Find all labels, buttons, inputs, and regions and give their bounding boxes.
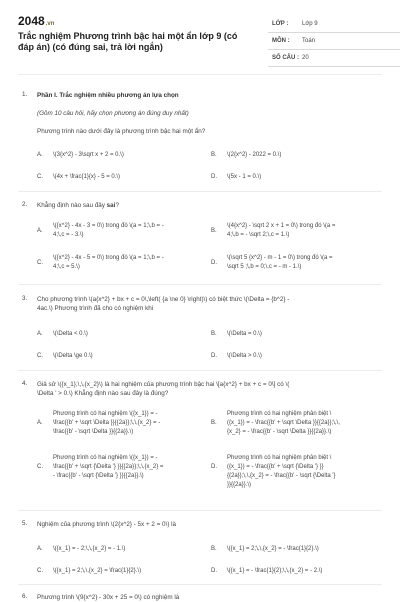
option-label: A.: [37, 228, 43, 234]
meta-row-subject: [268, 33, 400, 50]
option-label: D.: [211, 353, 217, 359]
header-divider: [18, 74, 382, 75]
option-text: \({x_1} = - 2;\,\,{x_2} = - 1.\): [53, 546, 126, 552]
question-divider: [18, 584, 382, 585]
option-label: C.: [37, 568, 43, 574]
option-line: {{2a}};\,\,{x_2} = - \frac{{b' - \sqrt {\Delta '}: [227, 473, 336, 479]
option-line: \frac{{b' + \sqrt \Delta }}{{2a}};\,\,{x_2} = -: [53, 420, 161, 426]
question-line: Cho phương trình \(a{x^2} + bx + c = 0\,\left( {a \ne 0} \right)\) có biệt thức \(\Delta = {b^2} -: [37, 296, 290, 303]
option-label: D.: [211, 568, 217, 574]
option-line: Phương trình có hai nghiệm phân biệt \: [227, 411, 332, 417]
option-line: ({x_1}) = - \frac{{b' + \sqrt {\Delta '} }}: [227, 464, 324, 470]
meta-key: LỚP :: [272, 21, 289, 27]
option-line: \({x^2} - 4x - 3 = 0\) trong đó \(a = 1;\,b = -: [53, 223, 164, 229]
question-text: Phương trình nào dưới đây là phương trình bậc hai một ẩn?: [37, 128, 206, 135]
question-line: 4ac.\) Phương trình đã cho có nghiệm khi: [37, 305, 154, 312]
option-text: [53, 454, 163, 481]
option-text: \({x_1} = 2;\,\,{x_2} = - \frac{1}{2}.\): [227, 546, 319, 552]
option-line: Phương trình có hai nghiệm \({x_1}) = -: [53, 411, 158, 417]
logo-tld: .vn: [45, 21, 55, 27]
option-line: \(4{x^2} - \sqrt 2 x + 1 = 0\) trong đó \(a =: [227, 223, 336, 229]
option-line: 4;\,c = 5.\): [53, 264, 80, 270]
option-text: [53, 222, 164, 240]
option-line: Phương trình có hai nghiệm \({x_1}) = -: [53, 455, 158, 461]
option-label: A.: [37, 546, 43, 552]
question-text: Phương trình \(9{x^2} - 30x + 25 = 0\) có nghiệm là: [37, 594, 180, 601]
instruction-note: (Gồm 10 câu hỏi, hãy chọn phương án đúng duy nhất): [37, 110, 189, 117]
site-logo[interactable]: [18, 14, 54, 28]
question-divider: [18, 510, 382, 511]
question-divider: [18, 191, 382, 192]
option-text: \(4x + \frac{1}{x} - 5 = 0.\): [53, 174, 121, 180]
option-text: \({x_1} = - \frac{1}{2};\,\,{x_2} = - 2.\): [227, 568, 323, 574]
option-label: D.: [211, 260, 217, 266]
option-label: A.: [37, 152, 43, 158]
option-text: \(2{x^2} - 2022 = 0.\): [227, 152, 282, 158]
option-text: [53, 410, 160, 437]
meta-value: 20: [302, 55, 309, 61]
option-line: \sqrt 5 ;\,b = 0;\,c = - m - 1.\): [227, 264, 302, 270]
option-text: \(\Delta < 0.\): [53, 331, 88, 337]
option-label: D.: [211, 464, 217, 470]
option-text: [227, 410, 340, 437]
option-line: \frac{{b' + \sqrt {\Delta '} }}{{2a}};\,\,{x_2} =: [53, 464, 164, 470]
option-line: Phương trình có hai nghiệm phân biệt \: [227, 455, 332, 461]
option-text: \({x_1} = 2;\,\,{x_2} = \frac{1}{2}.\): [53, 568, 142, 574]
option-text: \(3{x^2} - 3\sqrt x + 2 = 0.\): [53, 152, 124, 158]
option-label: C.: [37, 353, 43, 359]
option-label: C.: [37, 174, 43, 180]
option-text: [227, 454, 336, 490]
option-line: ({x_1}) = - \frac{{b' + \sqrt \Delta }}{{2a}};\,\,: [227, 420, 340, 426]
question-number: 3.: [22, 295, 28, 302]
option-label: B.: [211, 152, 217, 158]
section-title: Phần I. Trắc nghiệm nhiều phương án lựa chọn: [37, 92, 179, 99]
option-text: \(\Delta \ge 0.\): [53, 353, 93, 359]
meta-row-grade: [268, 16, 400, 33]
option-line: {x_2} = - \frac{{b' - \sqrt \Delta }}{{2a}}.\): [227, 429, 332, 435]
option-label: C.: [37, 464, 43, 470]
option-label: A.: [37, 420, 43, 426]
question-text: Khẳng định nào sau đây: [37, 202, 107, 209]
question-number: 2.: [22, 201, 28, 208]
option-text: [53, 254, 164, 272]
option-text: [227, 254, 333, 272]
option-label: D.: [211, 174, 217, 180]
option-line: \({x^2} - 4x - 5 = 0\) trong đó \(a = 1;\,b = -: [53, 255, 164, 261]
question-number: 1.: [22, 91, 28, 98]
question-number: 6.: [22, 593, 28, 600]
option-label: A.: [37, 331, 43, 337]
meta-key: MÔN :: [272, 38, 290, 44]
question-number: 5.: [22, 520, 28, 527]
option-label: B.: [211, 228, 217, 234]
meta-value: Lớp 9: [302, 21, 318, 27]
page-title: Trắc nghiệm Phương trình bậc hai một ẩn lớp 9 (có đáp án) (có đúng sai, trả lời ngắn): [18, 31, 238, 52]
option-line: - \frac{{b' - \sqrt {\Delta '} }}{{2a}}.\): [53, 473, 144, 479]
meta-value: Toán: [302, 38, 316, 44]
option-label: C.: [37, 260, 43, 266]
option-text: [227, 222, 335, 240]
question-text-end: ?: [115, 202, 119, 209]
option-line: }}{{2a}}.\): [227, 482, 252, 488]
option-label: B.: [211, 420, 217, 426]
option-label: B.: [211, 331, 217, 337]
option-label: B.: [211, 546, 217, 552]
meta-row-count: [268, 50, 400, 67]
option-line: \(\sqrt 5 {x^2} - m - 1 = 0\) trong đó \(a =: [227, 255, 333, 261]
question-divider: [18, 284, 382, 285]
option-text: \(\Delta > 0.\): [227, 353, 262, 359]
option-text: \(5x - 1 = 0.\): [227, 174, 262, 180]
question-emphasis: sai: [106, 202, 116, 209]
question-text: [37, 295, 377, 313]
question-text: [37, 380, 377, 398]
question-text: Nghiệm của phương trình \(2{x^2} - 5x + 2 = 0\) là: [37, 521, 177, 528]
question-divider: [18, 370, 382, 371]
option-line: 4;\,b = - \sqrt 2;\,c = 1.\): [227, 232, 290, 238]
meta-key: SỐ CÂU :: [272, 55, 299, 61]
question-number: 4.: [22, 380, 28, 387]
header: [18, 14, 382, 74]
meta-table: [268, 16, 400, 67]
option-line: 4;\,c = - 3.\): [53, 232, 84, 238]
question-line: Giả sử \({x_1};\,\,{x_2}\) là hai nghiệm của phương trình bậc hai \[a{x^2} + bx + c = 0\] có \(: [37, 381, 290, 388]
logo-text: 2048: [18, 14, 45, 28]
option-line: \frac{{b' - \sqrt \Delta }}{{2a}}.\): [53, 429, 134, 435]
option-text: \(\Delta = 0.\): [227, 331, 262, 337]
question-line: \Delta ' > 0.\) Khẳng định nào sau đây là đúng?: [37, 390, 169, 397]
